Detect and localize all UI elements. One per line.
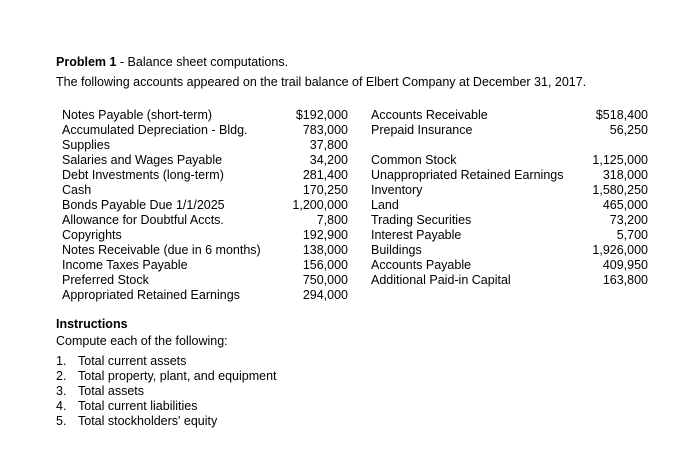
account-amount: 465,000 [602, 198, 648, 212]
instruction-text: Total stockholders' equity [78, 414, 218, 428]
account-amount: 192,900 [302, 228, 348, 242]
instruction-number: 3. [56, 384, 67, 398]
account-name: Accounts Payable [371, 258, 472, 272]
instruction-item [56, 414, 277, 429]
account-name: Unappropriated Retained Earnings [371, 168, 564, 182]
account-name: Common Stock [371, 153, 457, 167]
instruction-number: 4. [56, 399, 67, 413]
account-amount: 750,000 [302, 273, 348, 287]
account-amount: 409,950 [602, 258, 648, 272]
account-amount: 294,000 [302, 288, 348, 302]
right-account-names [371, 108, 564, 288]
account-name: Inventory [371, 183, 423, 197]
instruction-item [56, 384, 277, 399]
problem-label: Problem 1 [56, 55, 117, 69]
account-amount: 163,800 [602, 273, 648, 287]
instruction-item [56, 354, 277, 369]
account-amount: 281,400 [302, 168, 348, 182]
account-amount: 1,200,000 [292, 198, 348, 212]
account-name: Land [371, 198, 399, 212]
instruction-number: 1. [56, 354, 67, 368]
instructions-text: Compute each of the following: [56, 334, 228, 348]
instructions-heading: Instructions [56, 317, 128, 331]
account-name: Notes Payable (short-term) [62, 108, 213, 122]
account-amount: 318,000 [602, 168, 648, 182]
instructions-list [56, 354, 277, 429]
account-name: Copyrights [62, 228, 122, 242]
account-amount: 1,125,000 [592, 153, 648, 167]
account-amount: 37,800 [309, 138, 348, 152]
account-name: Prepaid Insurance [371, 123, 473, 137]
account-amount: 1,926,000 [592, 243, 648, 257]
instruction-item [56, 369, 277, 384]
account-name: Accounts Receivable [371, 108, 488, 122]
account-amount: 5,700 [616, 228, 648, 242]
account-name: Buildings [371, 243, 422, 257]
right-account-amounts [560, 108, 648, 288]
account-name: Bonds Payable Due 1/1/2025 [62, 198, 225, 212]
intro-text: The following accounts appeared on the trail balance of Elbert Company at December 31, 2017. [56, 75, 587, 89]
account-name: Appropriated Retained Earnings [62, 288, 240, 302]
account-name: Supplies [62, 138, 110, 152]
instruction-item [56, 399, 277, 414]
account-name: Interest Payable [371, 228, 462, 242]
account-amount: 138,000 [302, 243, 348, 257]
account-amount [560, 138, 648, 153]
account-name: Cash [62, 183, 92, 197]
account-name: Trading Securities [371, 213, 472, 227]
account-amount: 170,250 [302, 183, 348, 197]
problem-subtitle: - Balance sheet computations. [116, 55, 289, 69]
account-name: Additional Paid-in Capital [371, 273, 511, 287]
account-amount: 7,800 [316, 213, 348, 227]
instruction-text: Total current assets [78, 354, 187, 368]
left-account-amounts [272, 108, 348, 303]
instruction-text: Total current liabilities [78, 399, 198, 413]
account-name: Salaries and Wages Payable [62, 153, 223, 167]
instruction-text: Total property, plant, and equipment [78, 369, 277, 383]
account-amount: $192,000 [295, 108, 348, 122]
account-amount: 1,580,250 [592, 183, 648, 197]
account-amount: 73,200 [609, 213, 648, 227]
account-name: Notes Receivable (due in 6 months) [62, 243, 261, 257]
account-name: Allowance for Doubtful Accts. [62, 213, 224, 227]
account-name: Income Taxes Payable [62, 258, 188, 272]
account-name: Debt Investments (long-term) [62, 168, 224, 182]
left-account-names [62, 108, 261, 303]
account-amount: 156,000 [302, 258, 348, 272]
account-name: Preferred Stock [62, 273, 149, 287]
account-amount: 34,200 [309, 153, 348, 167]
account-amount: 783,000 [302, 123, 348, 137]
problem-title [56, 55, 288, 70]
account-amount: $518,400 [595, 108, 648, 122]
instruction-text: Total assets [78, 384, 145, 398]
instruction-number: 2. [56, 369, 67, 383]
account-name [371, 138, 564, 153]
instruction-number: 5. [56, 414, 67, 428]
account-name: Accumulated Depreciation - Bldg. [62, 123, 248, 137]
account-amount: 56,250 [609, 123, 648, 137]
